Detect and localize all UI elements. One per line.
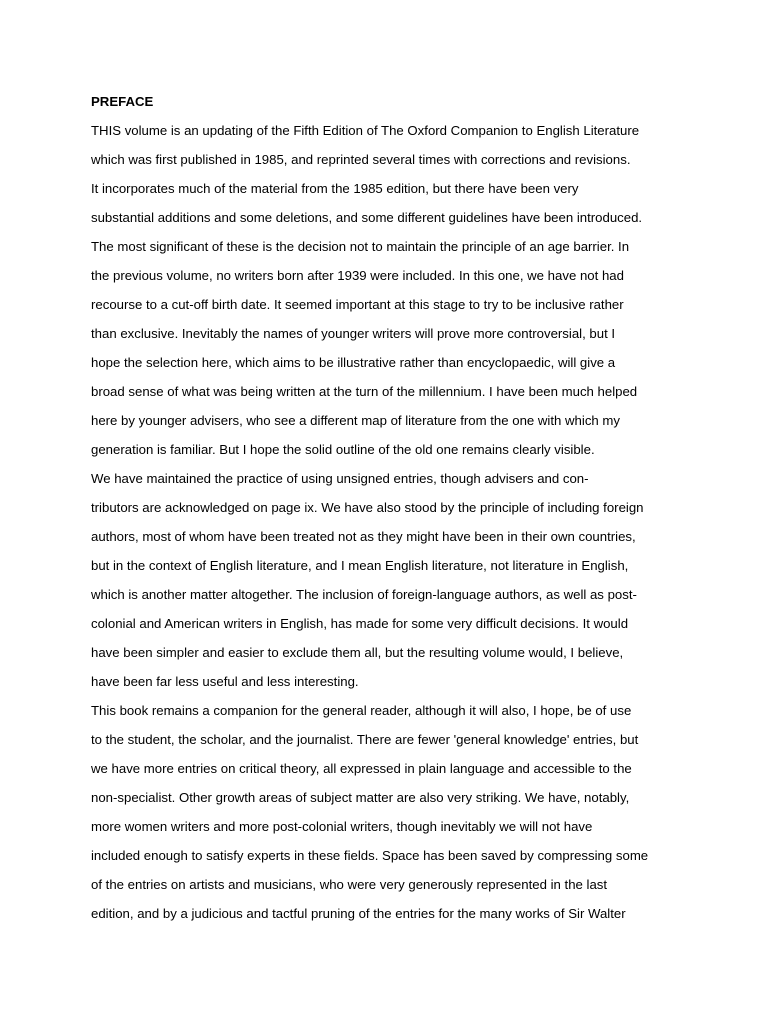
text-line: authors, most of whom have been treated not as they might have been in their own countries,	[91, 529, 636, 544]
text-line: have been far less useful and less interesting.	[91, 674, 359, 689]
text-line: the previous volume, no writers born after 1939 were included. In this one, we have not had	[91, 268, 624, 283]
text-line: more women writers and more post-colonial writers, though inevitably we will not have	[91, 819, 593, 834]
page-title: PREFACE	[91, 94, 154, 109]
text-line: which is another matter altogether. The inclusion of foreign-language authors, as well as post-	[91, 587, 637, 602]
text-line: edition, and by a judicious and tactful pruning of the entries for the many works of Sir Walter	[91, 906, 626, 921]
text-line: but in the context of English literature, and I mean English literature, not literature in English,	[91, 558, 629, 573]
document-page	[91, 90, 711, 931]
text-line: here by younger advisers, who see a different map of literature from the one with which my	[91, 413, 620, 428]
text-line: than exclusive. Inevitably the names of younger writers will prove more controversial, but I	[91, 326, 616, 341]
text-line: included enough to satisfy experts in these fields. Space has been saved by compressing some	[91, 848, 649, 863]
text-line: recourse to a cut-off birth date. It seemed important at this stage to try to be inclusive rather	[91, 297, 624, 312]
text-line: which was first published in 1985, and reprinted several times with corrections and revisions.	[91, 152, 631, 167]
text-line: of the entries on artists and musicians, who were very generously represented in the last	[91, 877, 608, 892]
text-line: It incorporates much of the material from the 1985 edition, but there have been very	[91, 181, 579, 196]
text-line: We have maintained the practice of using unsigned entries, though advisers and con-	[91, 471, 589, 486]
text-line: hope the selection here, which aims to be illustrative rather than encyclopaedic, will give a	[91, 355, 616, 370]
text-line: generation is familiar. But I hope the solid outline of the old one remains clearly visible.	[91, 442, 595, 457]
text-line: colonial and American writers in English, has made for some very difficult decisions. It would	[91, 616, 629, 631]
text-line: to the student, the scholar, and the journalist. There are fewer 'general knowledge' entries, but	[91, 732, 639, 747]
text-line: broad sense of what was being written at the turn of the millennium. I have been much helped	[91, 384, 638, 399]
text-line: substantial additions and some deletions, and some different guidelines have been introduced.	[91, 210, 643, 225]
text-line: have been simpler and easier to exclude them all, but the resulting volume would, I believe,	[91, 645, 624, 660]
text-line: The most significant of these is the decision not to maintain the principle of an age barrier. In	[91, 239, 630, 254]
text-line: non-specialist. Other growth areas of subject matter are also very striking. We have, notably,	[91, 790, 630, 805]
text-line: tributors are acknowledged on page ix. We have also stood by the principle of including foreign	[91, 500, 644, 515]
text-line: THIS volume is an updating of the Fifth Edition of The Oxford Companion to English Literature	[91, 123, 640, 138]
text-line: we have more entries on critical theory, all expressed in plain language and accessible to the	[91, 761, 632, 776]
text-line: This book remains a companion for the general reader, although it will also, I hope, be of use	[91, 703, 632, 718]
